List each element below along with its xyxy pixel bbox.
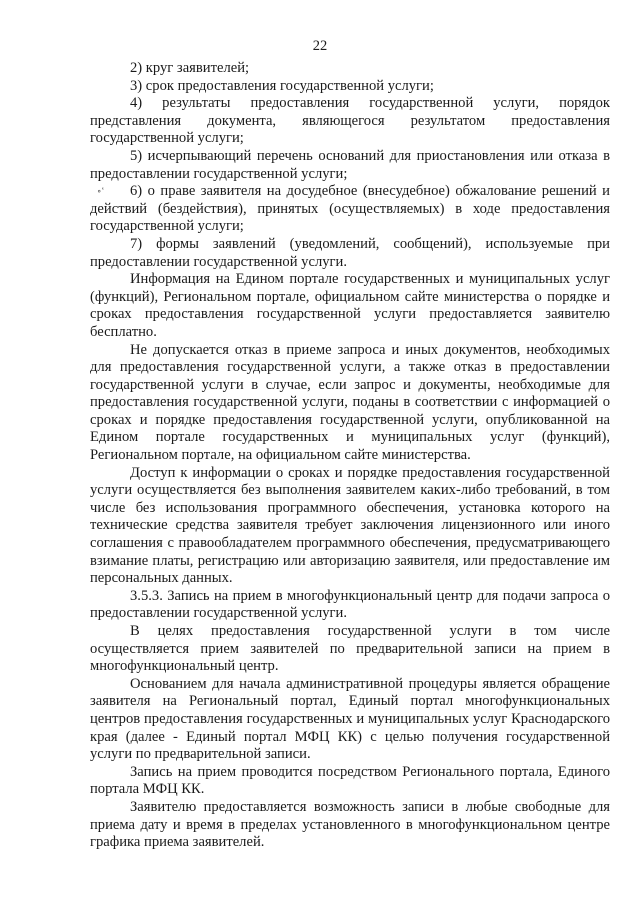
paragraph-procedure-basis: Основанием для начала административной процедуры является обращение заявителя на Региональный портал, Единый портал многофункциональных центров предоставления государственных и муниципальных услуг Краснодарского края (далее - Единый портал МФЦ КК) с целью получения государственной услуги по предварительной записи. (90, 675, 610, 763)
margin-mark: ∘ʽ (97, 186, 105, 196)
list-item-application-forms: 7) формы заявлений (уведомлений, сообщений), используемые при предоставлении государственной услуги. (90, 235, 610, 270)
paragraph-free-slots: Заявителю предоставляется возможность записи в любые свободные для приема дату и время в пределах установленного в многофункциональном центре графика приема заявителей. (90, 798, 610, 851)
paragraph-no-refusal: Не допускается отказ в приеме запроса и иных документов, необходимых для предоставления государственной услуги, а также отказ в предоставлении государственной услуги в случае, если запрос и документы, необходимые для предоставления государственной услуги, поданы в соответствии с информацией о сроках и порядке предоставления государственной услуги, опубликованной на Едином портале государственных и муниципальных услуг (функций), Региональном портале, на официальном сайте министерства. (90, 341, 610, 464)
list-item-appeal-right: 6) о праве заявителя на досудебное (внесудебное) обжалование решений и действий (бездействия), принятых (осуществляемых) в ходе предоставления государственной услуги; (90, 183, 610, 235)
document-body (90, 60, 610, 852)
paragraph-registration-channels: Запись на прием проводится посредством Регионального портала, Единого портала МФЦ КК. (90, 763, 610, 798)
list-item-refusal-grounds: 5) исчерпывающий перечень оснований для приостановления или отказа в предоставлении государственной услуги; (90, 147, 610, 182)
list-item-service-term: 3) срок предоставления государственной услуги; (130, 77, 434, 94)
list-item-service-results: 4) результаты предоставления государственной услуги, порядок представления документа, являющегося результатом предоставления государственной услуги; (90, 95, 610, 147)
paragraph-access-conditions: Доступ к информации о сроках и порядке предоставления государственной услуги осуществляется без выполнения заявителем каких-либо требований, в том числе без использования программного обеспечения, установка которого на технические средства заявителя требует заключения лицензионного или иного соглашения с правообладателем программного обеспечения, предусматривающего взимание платы, регистрацию или авторизацию заявителя, или предоставление им персональных данных. (90, 464, 610, 587)
section-heading-3-5-3: 3.5.3. Запись на прием в многофункциональный центр для подачи запроса о предоставлении государственной услуги. (90, 587, 610, 622)
page-number: 22 (312, 38, 328, 54)
list-item-applicants: 2) круг заявителей; (130, 60, 250, 76)
paragraph-free-information: Информация на Едином портале государственных и муниципальных услуг (функций), Региональном портале, официальном сайте министерства о порядке и сроках предоставления государственной услуги предоставляется заявителю бесплатно. (90, 271, 610, 340)
paragraph-preliminary-registration: В целях предоставления государственной услуги в том числе осуществляется прием заявителей по предварительной записи на прием в многофункциональный центр. (90, 623, 610, 675)
